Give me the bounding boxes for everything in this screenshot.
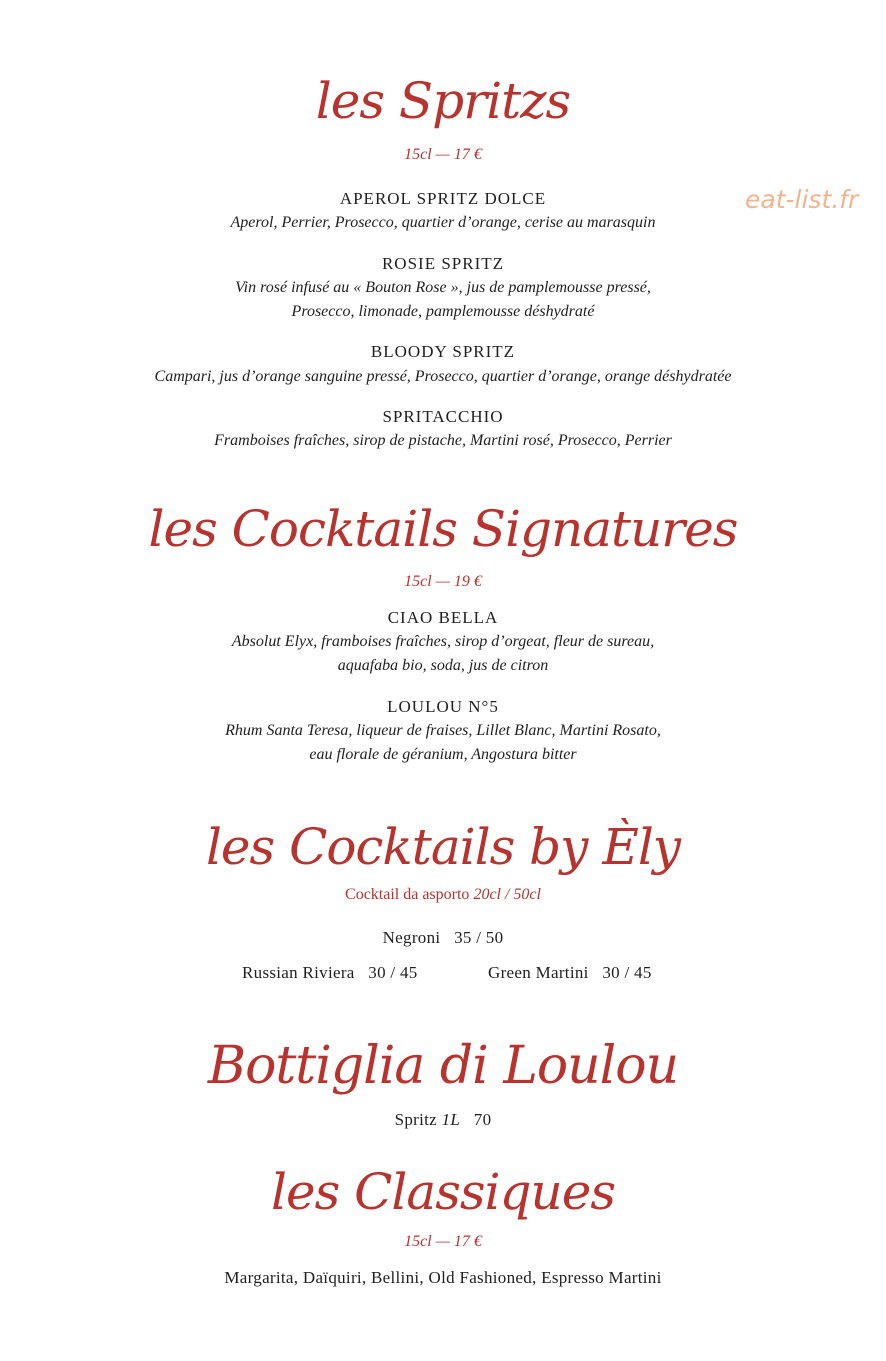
item-description: eau florale de géranium, Angostura bitter	[309, 746, 577, 763]
classiques-price: 15cl — 17 €	[404, 1233, 482, 1250]
classiques-list: Margarita, Daïquiri, Bellini, Old Fashioned, Espresso Martini	[224, 1268, 662, 1287]
bottiglia-item	[0, 1110, 886, 1130]
watermark: eat-list.fr	[745, 185, 859, 214]
item-name: ROSIE SPRITZ	[381, 254, 505, 273]
section-title-classiques: les Classiques	[271, 1163, 615, 1221]
section-title-signatures: les Cocktails Signatures	[148, 500, 738, 558]
item-description: Absolut Elyx, framboises fraîches, sirop d’orgeat, fleur de sureau,	[231, 633, 655, 650]
item-name: SPRITACCHIO	[382, 407, 504, 426]
bottiglia-item-size: 1L	[441, 1110, 461, 1129]
item-description: Campari, jus d’orange sanguine pressé, Prosecco, quartier d’orange, orange déshydratée	[154, 368, 732, 385]
spritz-price: 15cl — 17 €	[404, 146, 482, 163]
item-description: Rhum Santa Teresa, liqueur de fraises, Lillet Blanc, Martini Rosato,	[225, 722, 661, 739]
item-description: aquafaba bio, soda, jus de citron	[337, 657, 549, 674]
subtitle-text: Cocktail da asporto	[345, 886, 474, 903]
item-name: APEROL SPRITZ DOLCE	[339, 189, 547, 208]
item-name: CIAO BELLA	[387, 608, 499, 627]
section-title-by-ely: les Cocktails by Èly	[205, 818, 681, 876]
item-description: Aperol, Perrier, Prosecco, quartier d’orange, cerise au marasquin	[230, 214, 656, 231]
item-name: BLOODY SPRITZ	[370, 342, 516, 361]
subtitle-size: 20cl / 50cl	[473, 886, 541, 903]
bottiglia-item-name: Spritz	[394, 1110, 442, 1129]
bottiglia-item-price: 70	[460, 1110, 492, 1129]
green-martini-item: Green Martini 30 / 45	[488, 963, 652, 982]
section-title-spritz: les Spritzs	[315, 72, 571, 130]
negroni-item: Negroni 35 / 50	[382, 928, 504, 947]
item-description: Framboises fraîches, sirop de pistache, Martini rosé, Prosecco, Perrier	[214, 432, 672, 449]
section-title-bottiglia: Bottiglia di Loulou	[207, 1036, 679, 1096]
signatures-price: 15cl — 19 €	[404, 573, 482, 590]
item-description: Prosecco, limonade, pamplemousse déshydraté	[291, 303, 595, 320]
by-ely-subtitle	[0, 886, 886, 904]
russian-riviera-item: Russian Riviera 30 / 45	[242, 963, 418, 982]
item-name: LOULOU N°5	[387, 697, 499, 716]
item-description: Vin rosé infusé au « Bouton Rose », jus de pamplemousse pressé,	[235, 279, 651, 296]
